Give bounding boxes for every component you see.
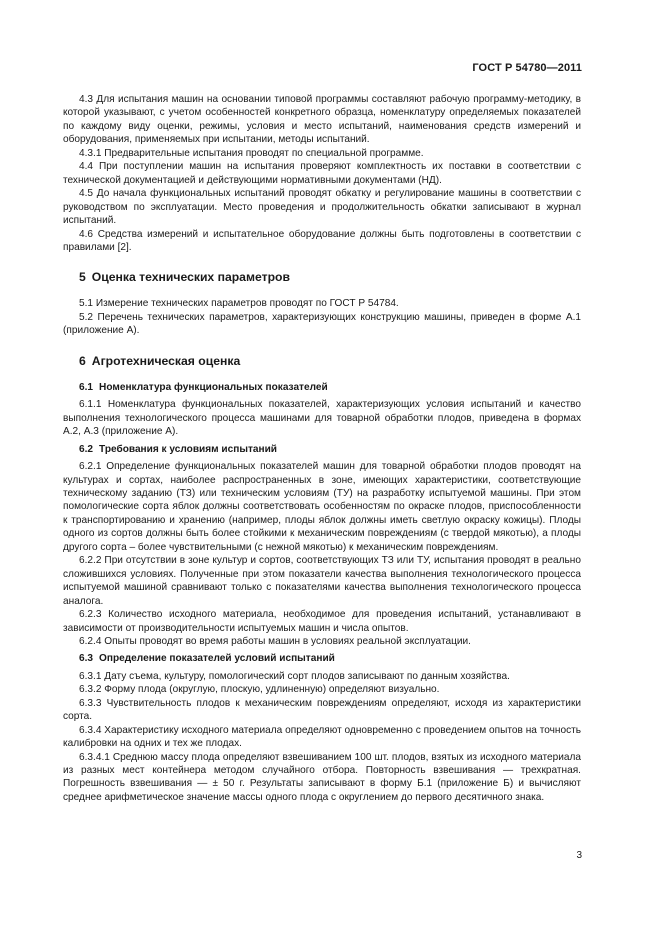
document-body bbox=[63, 93, 581, 804]
section-heading bbox=[63, 270, 581, 285]
paragraph: 4.3 Для испытания машин на основании типовой программы составляют рабочую программу-методику, в которой указывают, с учетом особенностей конкретного образца, номенклатуру определяемых показателей по каждому виду оценки, режимы, условия и место испытаний, наименования средств измерений и оборудования, применяемых при испытании, методы испытаний. bbox=[63, 94, 581, 146]
paragraph: 4.6 Средства измерений и испытательное оборудование должны быть подготовлены в соответствии с правилами [2]. bbox=[63, 228, 581, 253]
heading-number: 5 bbox=[79, 270, 86, 285]
paragraph: 6.3.3 Чувствительность плодов к механическим повреждениям определяют, исходя из характеристики сорта. bbox=[63, 697, 581, 723]
paragraph: 6.2.2 При отсутствии в зоне культур и сортов, соответствующих ТЗ или ТУ, испытания проводят в реально сложившихся условиях. Полученные при этом показатели качества выполнения технологического процесса испытуемой машиной сравнивают только с показателями качества выполнения технологического процесса аналога. bbox=[63, 555, 581, 607]
heading-text: Номенклатура функциональных показателей bbox=[99, 381, 328, 393]
heading-number: 6.3 bbox=[79, 653, 94, 665]
heading-text: Требования к условиям испытаний bbox=[99, 443, 278, 455]
paragraph: 6.2.3 Количество исходного материала, необходимое для проведения испытаний, устанавливают в зависимости от производительности испытуемых машин и числа опытов. bbox=[63, 609, 581, 634]
heading-number: 6 bbox=[79, 353, 86, 368]
paragraph: 5.1 Измерение технических параметров проводят по ГОСТ Р 54784. bbox=[79, 298, 399, 310]
paragraph: 6.2.1 Определение функциональных показателей машин для товарной обработки плодов проводят на культурах и сортах, наиболее распространенных в зоне, имеющих характеристики, соответствующие техническому заданию (ТЗ) или техническим условиям (ТУ) на разработку испытуемой машины. При этом помологические сорта яблок должны соответствовать особенностям по окраске плодов, приспособленности к транспортированию и хранению (например, плоды яблок должны иметь светлую окраску кожицы). Плоды одного из сортов должны быть более стойкими к механическим повреждениям (с твердой мякотью), а плоды другого сорта – более чувствительными (с нежной мякотью) к механическим повреждениям. bbox=[63, 461, 581, 553]
paragraph: 6.3.4.1 Среднюю массу плода определяют взвешиванием 100 шт. плодов, взятых из исходного материала из разных мест контейнера методом случайного отбора. Повторность взвешивания — трехкратная. Погрешность взвешивания — ± 50 г. Результаты записывают в форму Б.1 (приложение Б) и вычисляют среднее арифметическое значение массы одного плода с округлением до первого десятичного знака. bbox=[63, 751, 581, 803]
heading-number: 6.1 bbox=[79, 381, 94, 393]
paragraph: 6.2.4 Опыты проводят во время работы машин в условиях реальной эксплуатации. bbox=[79, 635, 471, 647]
paragraph: 6.3.4 Характеристику исходного материала определяют одновременно с проведением опытов на точность калибровки на одних и тех же плодах. bbox=[63, 724, 581, 750]
heading-number: 6.2 bbox=[79, 443, 94, 455]
paragraph: 4.4 При поступлении машин на испытания проверяют комплектность их поставки в соответствии с технической документацией и действующими нормативными документами (НД). bbox=[63, 161, 581, 186]
paragraph: 6.1.1 Номенклатура функциональных показателей, характеризующих условия испытаний и качество выполнения технологического процесса машинами для товарной обработки плодов, приведена в формах А.2, А.3 (приложение А). bbox=[63, 399, 581, 438]
paragraph: 6.3.2 Форму плода (округлую, плоскую, удлиненную) определяют визуально. bbox=[79, 684, 440, 696]
section-heading bbox=[63, 354, 581, 369]
document-header-id: ГОСТ Р 54780—2011 bbox=[472, 62, 582, 74]
paragraph: 4.3.1 Предварительные испытания проводят по специальной программе. bbox=[79, 147, 424, 159]
page-number: 3 bbox=[576, 850, 582, 861]
paragraph: 6.3.1 Дату съема, культуру, помологический сорт плодов записывают по данным хозяйства. bbox=[79, 670, 510, 682]
heading-text: Агротехническая оценка bbox=[91, 353, 241, 368]
subsection-heading bbox=[63, 652, 581, 665]
heading-text: Определение показателей условий испытаний bbox=[99, 653, 335, 665]
paragraph: 5.2 Перечень технических параметров, характеризующих конструкцию машины, приведен в форме А.1 (приложение А). bbox=[63, 311, 581, 337]
subsection-heading bbox=[63, 381, 581, 394]
heading-text: Оценка технических параметров bbox=[91, 270, 290, 285]
paragraph: 4.5 До начала функциональных испытаний проводят обкатку и регулирование машины в соответствии с руководством по эксплуатации. Место проведения и продолжительность обкатки записывают в журнал испытаний. bbox=[63, 188, 581, 227]
subsection-heading bbox=[63, 443, 581, 456]
